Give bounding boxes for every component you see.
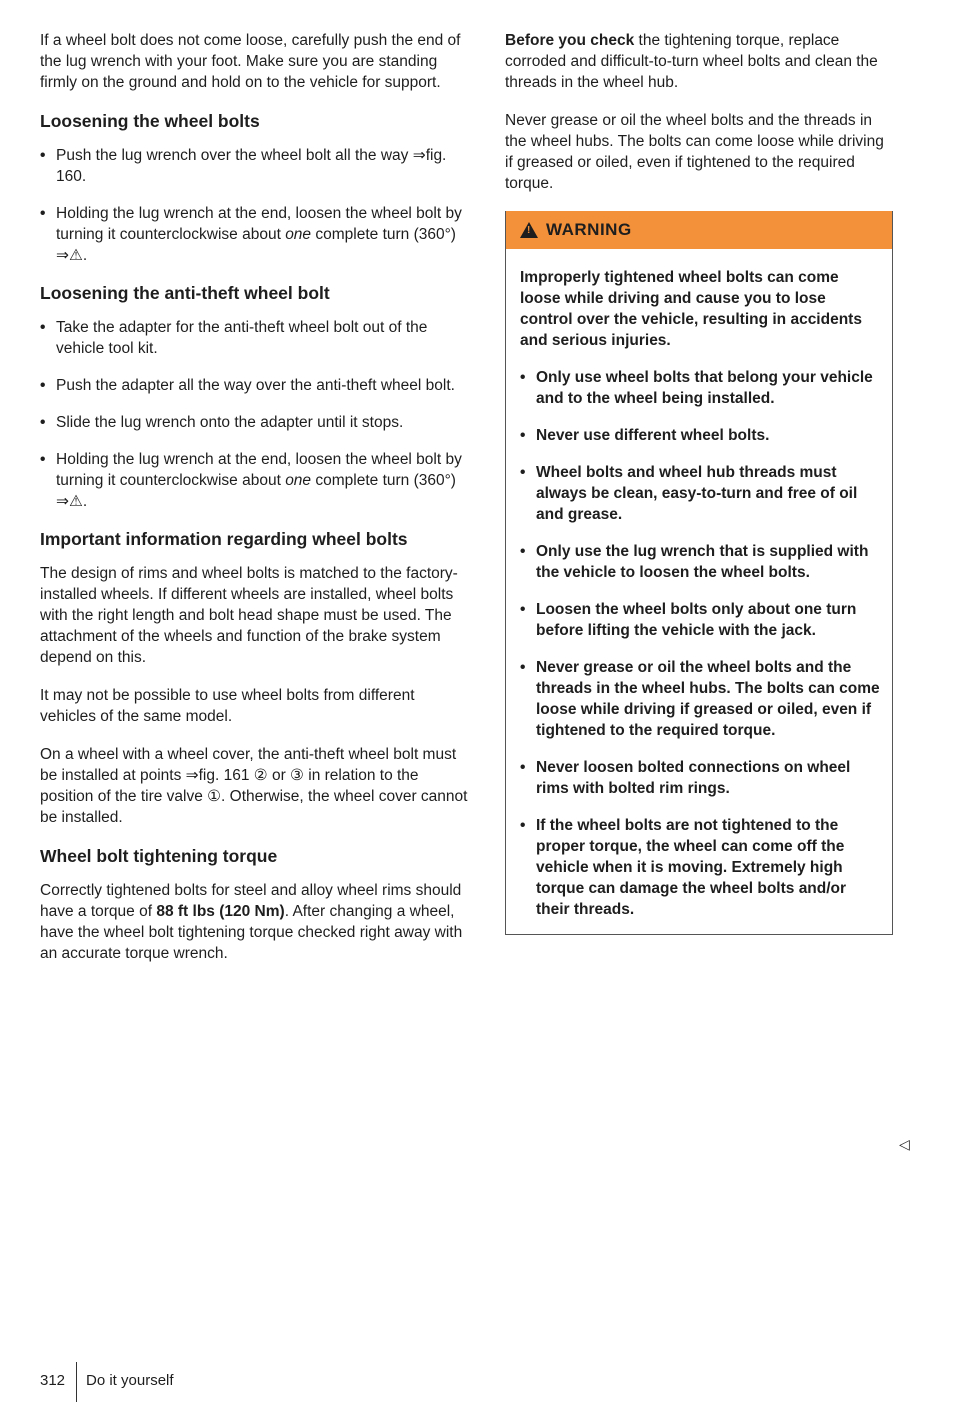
section-name: Do it yourself <box>86 1372 174 1389</box>
torque-value: 88 ft lbs (120 Nm) <box>156 903 285 920</box>
check-lead: Before you check <box>505 32 635 49</box>
right-column <box>505 30 893 935</box>
torque-paragraph <box>40 880 468 964</box>
warning-item: • Loosen the wheel bolts only about one turn before lifting the vehicle with the jack. <box>520 599 880 641</box>
heading-loosening-anti-theft-bolt: Loosening the anti-theft wheel bolt <box>40 283 330 303</box>
torque-text: . After changing a wheel, have the wheel bolt tightening torque checked right away with an accurate torque wrench. <box>40 903 463 962</box>
left-column <box>40 30 468 981</box>
list-item-text: Holding the lug wrench at the end, loosen the wheel bolt by turning it counterclockwise about <box>56 205 462 243</box>
list-item: • Slide the lug wrench onto the adapter until it stops. <box>40 412 468 433</box>
important-paragraph: The design of rims and wheel bolts is matched to the factory-installed wheels. If different wheels are installed, wheel bolts with the right length and bolt head shape must be used. The attachment of the wheels and function of the brake system depend on this. <box>40 565 458 666</box>
important-paragraph: On a wheel with a wheel cover, the anti-theft wheel bolt must be installed at points ⇒fig. 161 ② or ③ in relation to the position of the tire valve ①. Otherwise, the wheel cover cannot be installed. <box>40 746 468 826</box>
warning-body <box>506 249 892 934</box>
important-paragraph: It may not be possible to use wheel bolts from different vehicles of the same model. <box>40 687 415 725</box>
warning-header <box>506 211 892 249</box>
warning-item: • If the wheel bolts are not tightened to the proper torque, the wheel can come off the vehicle when it is moving. Extremely high torque can damage the wheel bolts and/or their threads. <box>520 815 880 920</box>
list-item-emphasis: one <box>285 472 312 489</box>
warning-item: • Never use different wheel bolts. <box>520 425 880 446</box>
warning-item: • Never loosen bolted connections on wheel rims with bolted rim rings. <box>520 757 880 799</box>
intro-paragraph: If a wheel bolt does not come loose, carefully push the end of the lug wrench with your foot. Make sure you are standing firmly on the ground and hold on to the vehicle for support. <box>40 32 461 91</box>
list-item-text: Holding the lug wrench at the end, loosen the wheel bolt by turning it counterclockwise about <box>56 451 462 489</box>
check-paragraph <box>505 30 893 93</box>
list-item: • Push the lug wrench over the wheel bolt all the way ⇒fig. 160. <box>40 145 468 187</box>
warning-title: WARNING <box>546 220 632 239</box>
footer-divider <box>76 1362 77 1402</box>
torque-text: Correctly tightened bolts for steel and alloy wheel rims should have a torque of <box>40 882 462 920</box>
warning-triangle-icon: ! <box>520 222 538 238</box>
list-item <box>40 449 468 512</box>
section-end-marker: ◁ <box>899 1136 910 1152</box>
warning-box <box>505 211 893 935</box>
list-item: • Push the adapter all the way over the anti-theft wheel bolt. <box>40 375 468 396</box>
warning-item: • Wheel bolts and wheel hub threads must always be clean, easy-to-turn and free of oil and grease. <box>520 462 880 525</box>
page-number: 312 <box>40 1372 66 1389</box>
list-item <box>40 203 468 266</box>
heading-loosening-wheel-bolts: Loosening the wheel bolts <box>40 111 260 131</box>
heading-tightening-torque: Wheel bolt tightening torque <box>40 846 278 866</box>
warning-item: • Never grease or oil the wheel bolts and the threads in the wheel hubs. The bolts can come loose while driving if greased or oiled, even if tightened to the required torque. <box>520 657 880 741</box>
list-item-emphasis: one <box>285 226 312 243</box>
warning-item: • Only use wheel bolts that belong your vehicle and to the wheel being installed. <box>520 367 880 409</box>
list-item-text: complete turn (360°) ⇒⚠. <box>56 226 456 264</box>
check-text: the tightening torque, replace corroded and difficult-to-turn wheel bolts and clean the threads in the wheel hub. <box>505 32 878 91</box>
warning-intro: Improperly tightened wheel bolts can come loose while driving and cause you to lose control over the vehicle, resulting in accidents and serious injuries. <box>520 269 862 349</box>
warning-item: • Only use the lug wrench that is supplied with the vehicle to loosen the wheel bolts. <box>520 541 880 583</box>
list-item: • Take the adapter for the anti-theft wheel bolt out of the vehicle tool kit. <box>40 317 468 359</box>
never-grease-paragraph: Never grease or oil the wheel bolts and the threads in the wheel hubs. The bolts can come loose while driving if greased or oiled, even if tightened to the required torque. <box>505 112 884 192</box>
heading-important-information: Important information regarding wheel bolts <box>40 529 408 549</box>
page-footer <box>0 1360 400 1400</box>
list-item-text: complete turn (360°) ⇒⚠. <box>56 472 456 510</box>
